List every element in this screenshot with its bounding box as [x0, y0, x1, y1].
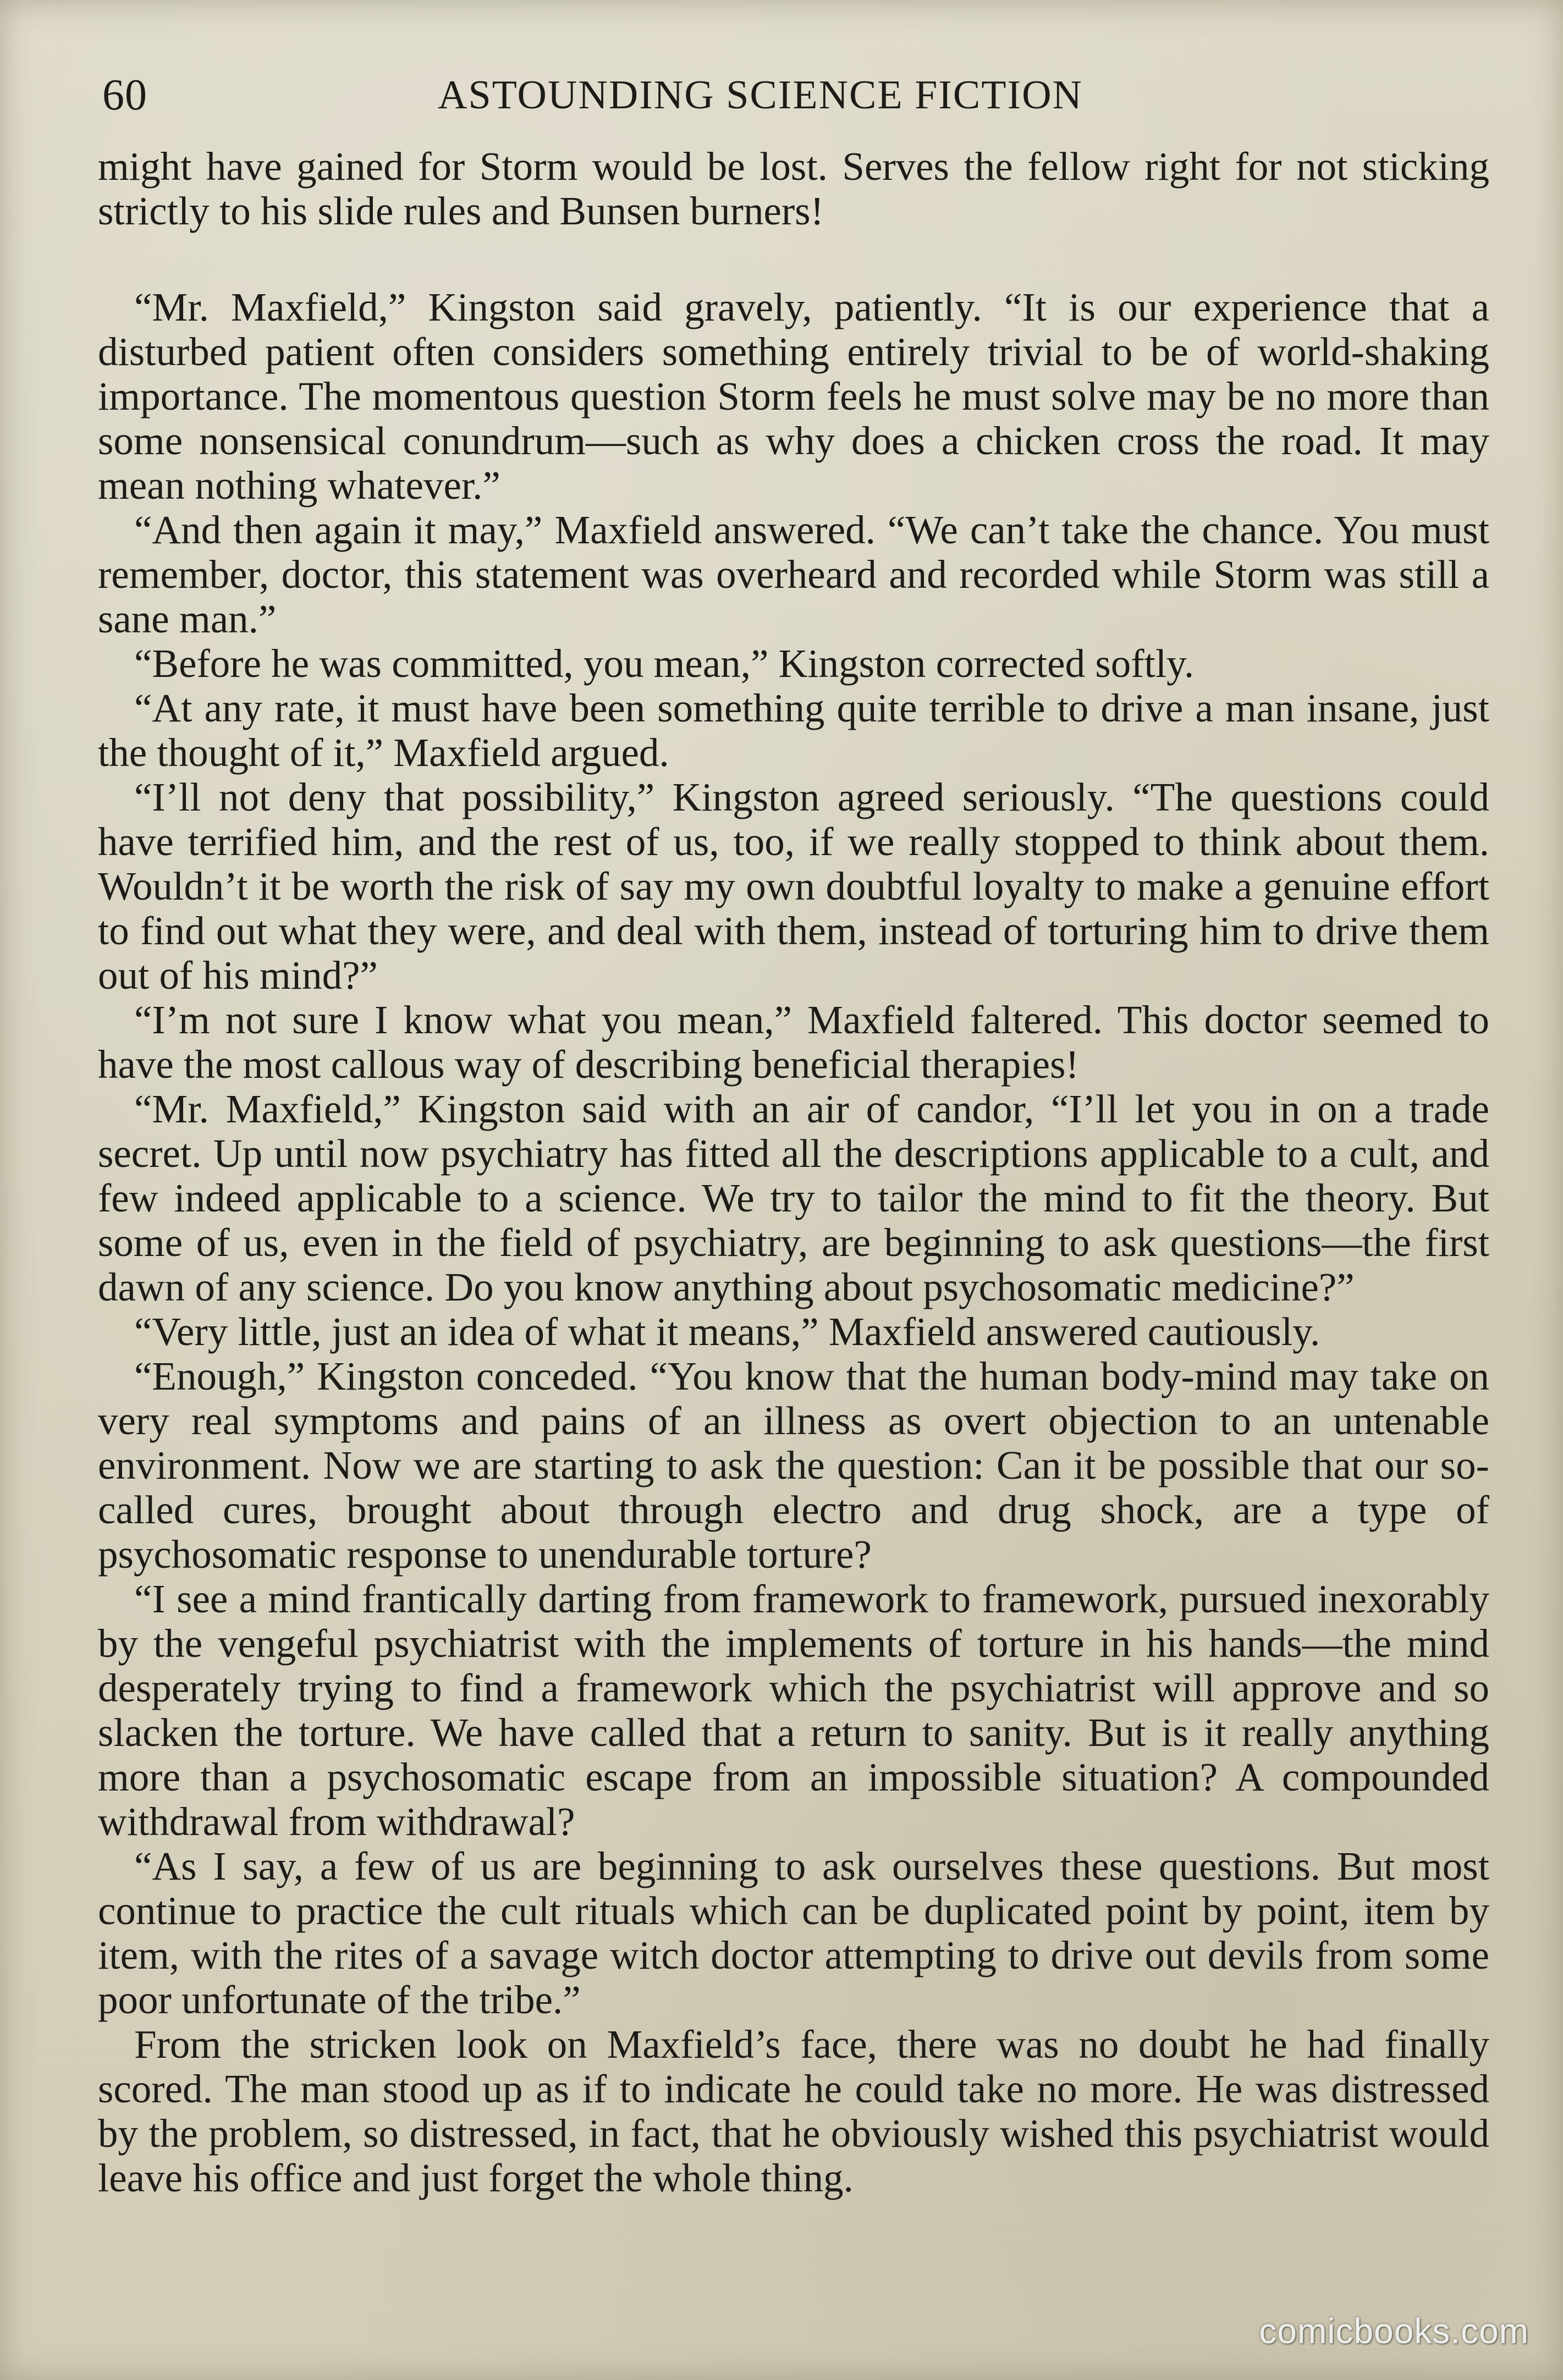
paragraph: “I’ll not deny that possibility,” Kingston agreed seriously. “The questions could have terrified him, and the rest of us, too, if we really stopped to think about them. Wouldn’t it be worth the risk of say my own doubtful loyalty to make a genuine effort to find out what they were, and deal with them, instead of torturing him to drive them out of his mind?”: [98, 775, 1489, 998]
running-head: ASTOUNDING SCIENCE FICTION: [438, 73, 1083, 118]
paragraph: “And then again it may,” Maxfield answered. “We can’t take the chance. You must remember, doctor, this statement was overheard and recorded while Storm was still a sane man.”: [98, 508, 1489, 641]
paragraph: “Very little, just an idea of what it means,” Maxfield answered cautiously.: [134, 1309, 1320, 1354]
watermark: comicbooks.com: [1259, 2311, 1529, 2351]
paragraph: From the stricken look on Maxfield’s face, there was no doubt he had finally scored. The man stood up as if to indicate he could take no more. He was distressed by the problem, so distressed, in fact, that he obviously wished this psychiatrist would leave his office and just forget the whole thing.: [98, 2022, 1489, 2200]
paragraph: might have gained for Storm would be lost. Serves the fellow right for not sticking strictly to his slide rules and Bunsen burners!: [98, 144, 1489, 233]
page-header: [102, 65, 1488, 125]
page-number: 60: [102, 71, 147, 119]
paragraph: “Mr. Maxfield,” Kingston said gravely, patiently. “It is our experience that a disturbed patient often considers something entirely trivial to be of world-shaking importance. The momentous question Storm feels he must solve may be no more than some nonsensical conundrum—such as why does a chicken cross the road. It may mean nothing whatever.”: [98, 285, 1489, 508]
paragraph: “Enough,” Kingston conceded. “You know that the human body-mind may take on very real symptoms and pains of an illness as overt objection to an untenable environment. Now we are starting to ask the question: Can it be possible that our so-called cures, brought about through electro and drug shock, are a type of psychosomatic response to unendurable torture?: [98, 1354, 1489, 1577]
paragraph: “As I say, a few of us are beginning to ask ourselves these questions. But most continue to practice the cult rituals which can be duplicated point by point, item by item, with the rites of a savage witch doctor attempting to drive out devils from some poor unfortunate of the tribe.”: [98, 1844, 1489, 2022]
paragraph: “Before he was committed, you mean,” Kingston corrected softly.: [134, 641, 1195, 686]
paragraph: “I’m not sure I know what you mean,” Maxfield faltered. This doctor seemed to have the most callous way of describing beneficial therapies!: [98, 998, 1489, 1087]
paragraph: “I see a mind frantically darting from framework to framework, pursued inexorably by the vengeful psychiatrist with the implements of torture in his hands—the mind desperately trying to find a framework which the psychiatrist will approve and so slacken the torture. We have called that a return to sanity. But is it really anything more than a psychosomatic escape from an impossible situation? A compounded withdrawal from withdrawal?: [98, 1577, 1489, 1844]
paragraph: “At any rate, it must have been something quite terrible to drive a man insane, just the thought of it,” Maxfield argued.: [98, 686, 1489, 775]
story-text: [98, 144, 1489, 2200]
paragraph: “Mr. Maxfield,” Kingston said with an air of candor, “I’ll let you in on a trade secret. Up until now psychiatry has fitted all the descriptions applicable to a cult, and few indeed applicable to a science. We try to tailor the mind to fit the theory. But some of us, even in the field of psychiatry, are beginning to ask questions—the first dawn of any science. Do you know anything about psychosomatic medicine?”: [98, 1087, 1489, 1309]
